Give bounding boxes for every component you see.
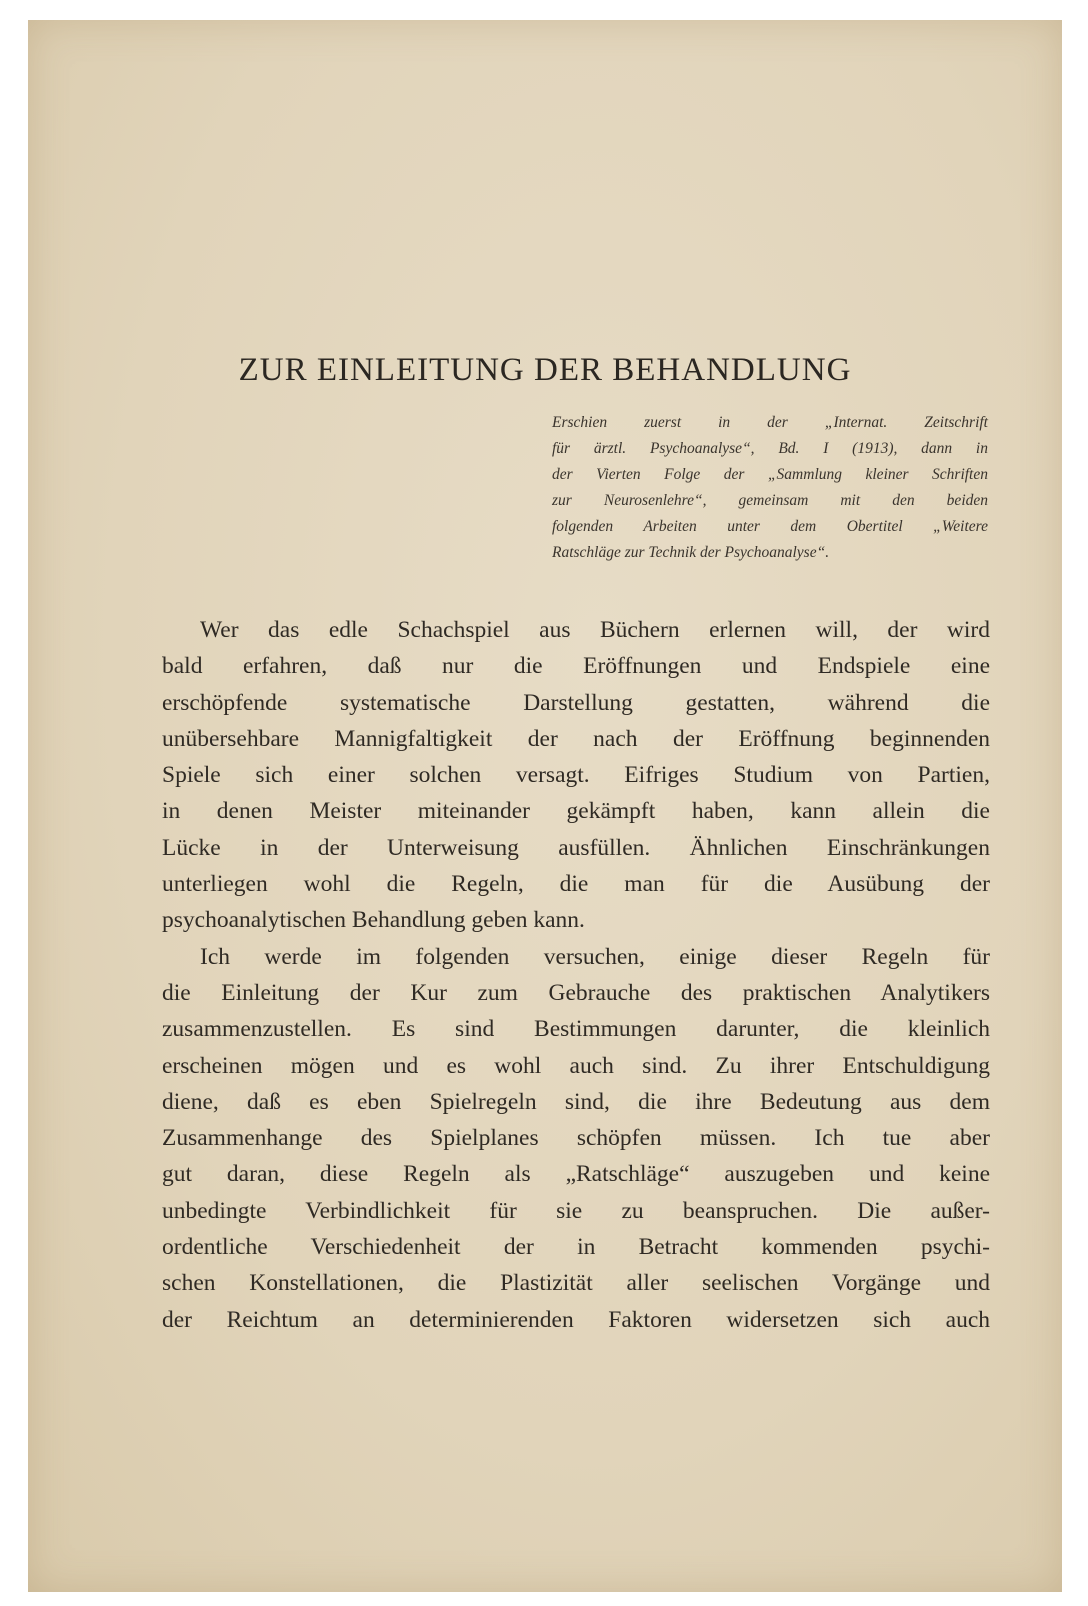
paragraph-2-line: gut daran, diese Regeln als „Ratschläge“ auszugeben und keine (162, 1161, 990, 1188)
body-text (162, 612, 990, 1338)
book-page (28, 20, 1062, 1592)
paragraph-2-line: zusammenzustellen. Es sind Bestimmungen darunter, die kleinlich (162, 1016, 990, 1043)
note-line: zur Neurosenlehre“, gemeinsam mit den beiden (552, 492, 988, 509)
paragraph-1-line: unübersehbare Mannigfaltigkeit der nach der Eröffnung beginnenden (162, 725, 990, 752)
paragraph-1-line: Lücke in der Unterweisung ausfüllen. Ähnlichen Einschränkungen (162, 834, 990, 861)
publication-note (552, 410, 988, 566)
paragraph-1-line: unterliegen wohl die Regeln, die man für die Ausübung der (162, 871, 990, 898)
paragraph-1-line: Wer das edle Schachspiel aus Büchern erlernen will, der wird (200, 617, 990, 643)
paragraph-2-line: Ich werde im folgenden versuchen, einige dieser Regeln für (200, 943, 990, 970)
paragraph-2-line: der Reichtum an determinierenden Faktoren widersetzen sich auch (162, 1306, 990, 1333)
paragraph-2-line: erscheinen mögen und es wohl auch sind. Zu ihrer Entschuldigung (162, 1052, 990, 1079)
note-line: der Vierten Folge der „Sammlung kleiner Schriften (552, 466, 988, 483)
note-line: folgenden Arbeiten unter dem Obertitel „Weitere (552, 518, 988, 535)
note-line: für ärztl. Psychoanalyse“, Bd. I (1913), dann in (552, 440, 988, 457)
paragraph-1-line: Spiele sich einer solchen versagt. Eifriges Studium von Partien, (162, 762, 990, 789)
note-line: Erschien zuerst in der „Internat. Zeitschrift (552, 414, 988, 431)
paragraph-2-line: Zusammenhange des Spielplanes schöpfen müssen. Ich tue aber (162, 1125, 990, 1152)
paragraph-2-line: schen Konstellationen, die Plastizität aller seelischen Vorgänge und (162, 1270, 990, 1297)
paragraph-1-line: in denen Meister miteinander gekämpft haben, kann allein die (162, 798, 990, 825)
paragraph-2-line: die Einleitung der Kur zum Gebrauche des praktischen Analytikers (162, 979, 990, 1006)
paragraph-2-line: diene, daß es eben Spielregeln sind, die ihre Bedeutung aus dem (162, 1088, 990, 1115)
paragraph-2-line: ordentliche Verschiedenheit der in Betracht kommenden psychi- (162, 1234, 990, 1261)
paragraph-1-line: psychoanalytischen Behandlung geben kann. (162, 907, 585, 934)
note-line: Ratschläge zur Technik der Psychoanalyse“. (552, 544, 830, 561)
paragraph-2-line: unbedingte Verbindlichkeit für sie zu beanspruchen. Die außer- (162, 1197, 990, 1224)
paragraph-1-line: erschöpfende systematische Darstellung gestatten, während die (162, 689, 990, 716)
chapter-title: ZUR EINLEITUNG DER BEHANDLUNG (238, 352, 852, 388)
paragraph-1-line: bald erfahren, daß nur die Eröffnungen und Endspiele eine (162, 653, 990, 680)
